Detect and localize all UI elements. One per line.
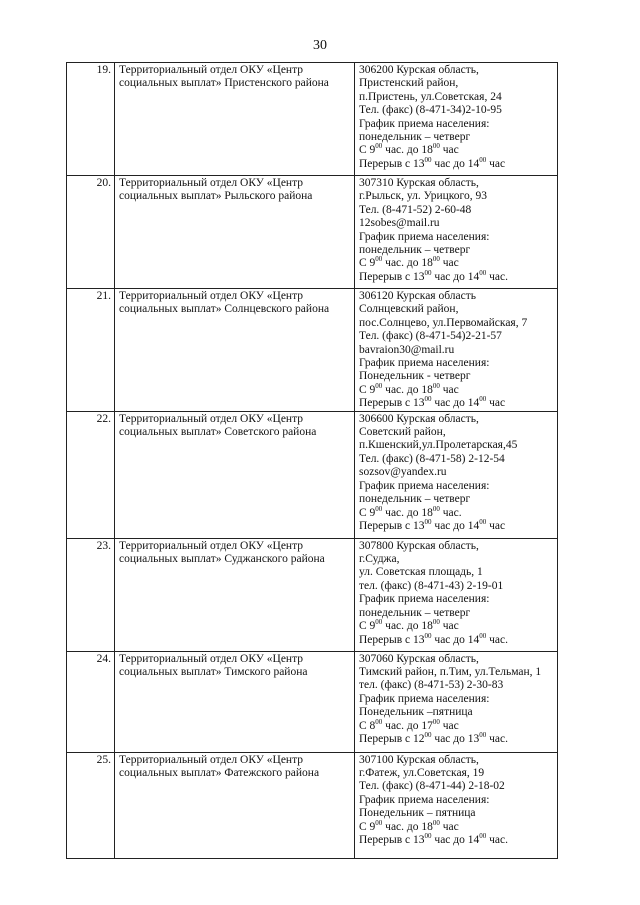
- info-line: Тел. (факс) (8-471-58) 2-12-54: [359, 452, 505, 465]
- working-hours-line: [359, 257, 554, 270]
- time-text: Перерыв с 12: [359, 733, 425, 746]
- minutes-superscript: 00: [432, 504, 440, 513]
- table-row: [67, 752, 558, 858]
- info-line: Солнцевский район,: [359, 303, 459, 316]
- time-text: час до 14: [431, 397, 480, 410]
- minutes-superscript: 00: [375, 818, 383, 827]
- break-hours-line: [359, 631, 554, 647]
- minutes-superscript: 00: [479, 517, 487, 526]
- time-text: час. до 18: [382, 820, 433, 833]
- info-line: 307310 Курская область,: [359, 177, 479, 189]
- break-hours-line: [359, 155, 554, 171]
- time-text: час до 14: [431, 633, 480, 646]
- info-line: 12sobes@mail.ru: [359, 217, 440, 230]
- minutes-superscript: 00: [424, 268, 432, 277]
- time-text: час: [439, 383, 459, 396]
- break-hours-line: [359, 733, 554, 746]
- time-text: час: [439, 144, 459, 157]
- time-text: С 9: [359, 144, 376, 157]
- info-line: 306120 Курская область: [359, 290, 476, 302]
- time-text: час: [486, 397, 506, 410]
- minutes-superscript: 00: [424, 631, 432, 640]
- info-line: г.Фатеж, ул.Советская, 19: [359, 767, 485, 780]
- minutes-superscript: 00: [375, 717, 383, 726]
- info-line: понедельник – четверг: [359, 244, 471, 257]
- info-line: п.Пристень, ул.Советская, 24: [359, 90, 502, 103]
- info-line: Тел. (8-471-52) 2-60-48: [359, 203, 472, 216]
- info-line: 307100 Курская область,: [359, 753, 479, 766]
- info-line: Понедельник – пятница: [359, 807, 476, 820]
- time-text: час до 14: [431, 270, 480, 283]
- info-line: Понедельник –пятница: [359, 706, 473, 719]
- time-text: Перерыв с 13: [359, 519, 425, 532]
- office-name: Территориальный отдел ОКУ «Центр социальных выплат» Советского района: [115, 411, 355, 538]
- time-text: С 9: [359, 257, 376, 270]
- break-hours-line: [359, 517, 554, 533]
- minutes-superscript: 00: [424, 832, 432, 841]
- minutes-superscript: 00: [424, 155, 432, 164]
- offices-table: [66, 62, 558, 859]
- minutes-superscript: 00: [479, 268, 487, 277]
- time-text: час. до 18: [382, 383, 433, 396]
- time-text: Перерыв с 13: [359, 397, 425, 410]
- info-line: График приема населения:: [359, 117, 490, 130]
- row-number: 22.: [67, 411, 115, 538]
- info-line: 307060 Курская область,: [359, 652, 479, 665]
- minutes-superscript: 00: [375, 255, 383, 264]
- working-hours-line: [359, 504, 554, 520]
- office-name: Территориальный отдел ОКУ «Центр социальных выплат» Рыльского района: [115, 176, 355, 289]
- offices-table-body: [67, 63, 558, 859]
- minutes-superscript: 00: [432, 255, 440, 264]
- time-text: час до 14: [431, 519, 480, 532]
- info-line: понедельник – четверг: [359, 606, 471, 619]
- time-text: час.: [486, 834, 508, 847]
- info-line: п.Кшенский,ул.Пролетарская,45: [359, 439, 518, 452]
- time-text: час: [486, 519, 506, 532]
- office-contact-info: [355, 651, 558, 752]
- office-contact-info: [355, 538, 558, 651]
- working-hours-line: [359, 620, 554, 633]
- row-number: 21.: [67, 289, 115, 412]
- time-text: Перерыв с 13: [359, 157, 425, 170]
- time-text: Перерыв с 13: [359, 834, 425, 847]
- info-line: График приема населения:: [359, 692, 490, 705]
- time-text: час. до 18: [382, 506, 433, 519]
- minutes-superscript: 00: [479, 832, 487, 841]
- time-text: С 9: [359, 620, 376, 633]
- minutes-superscript: 00: [479, 155, 487, 164]
- table-row: [67, 176, 558, 289]
- time-text: С 9: [359, 820, 376, 833]
- info-line: 307800 Курская область,: [359, 539, 479, 552]
- time-text: час: [439, 820, 459, 833]
- minutes-superscript: 00: [375, 504, 383, 513]
- info-line: тел. (факс) (8-471-43) 2-19-01: [359, 579, 504, 592]
- info-line: Тел. (факс) (8-471-44) 2-18-02: [359, 780, 505, 793]
- minutes-superscript: 00: [375, 618, 383, 627]
- minutes-superscript: 00: [375, 142, 383, 151]
- time-text: час до 14: [431, 834, 480, 847]
- table-row: [67, 538, 558, 651]
- time-text: час.: [486, 270, 508, 283]
- time-text: час. до 17: [382, 719, 433, 732]
- minutes-superscript: 00: [424, 517, 432, 526]
- table-row: [67, 651, 558, 752]
- office-contact-info: [355, 411, 558, 538]
- working-hours-line: [359, 144, 554, 157]
- row-number: 19.: [67, 63, 115, 176]
- office-contact-info: [355, 752, 558, 858]
- time-text: час: [439, 719, 459, 732]
- info-line: Тел. (факс) (8-471-34)2-10-95: [359, 104, 502, 117]
- office-contact-info: [355, 63, 558, 176]
- info-line: понедельник – четверг: [359, 493, 471, 506]
- minutes-superscript: 00: [432, 818, 440, 827]
- info-line: понедельник – четверг: [359, 131, 471, 144]
- info-line: График приема населения:: [359, 479, 490, 492]
- office-name: Территориальный отдел ОКУ «Центр социальных выплат» Солнцевского района: [115, 289, 355, 412]
- info-line: Пристенский район,: [359, 77, 459, 90]
- office-contact-info: [355, 176, 558, 289]
- info-line: г.Рыльск, ул. Урицкого, 93: [359, 190, 487, 203]
- info-line: Тел. (факс) (8-471-54)2-21-57: [359, 330, 502, 343]
- row-number: 20.: [67, 176, 115, 289]
- info-line: ул. Советская площадь, 1: [359, 566, 483, 579]
- minutes-superscript: 00: [432, 717, 440, 726]
- row-number: 23.: [67, 538, 115, 651]
- time-text: С 9: [359, 383, 376, 396]
- info-line: Тимский район, п.Тим, ул.Тельман, 1: [359, 666, 542, 679]
- break-hours-line: [359, 268, 554, 284]
- minutes-superscript: 00: [424, 395, 432, 404]
- time-text: Перерыв с 13: [359, 270, 425, 283]
- time-text: час. до 18: [382, 257, 433, 270]
- time-text: час.: [439, 506, 462, 519]
- info-line: bavraion30@mail.ru: [359, 343, 455, 356]
- office-name: Территориальный отдел ОКУ «Центр социальных выплат» Тимского района: [115, 651, 355, 752]
- info-line: 306200 Курская область,: [359, 64, 479, 76]
- time-text: час. до 18: [382, 144, 433, 157]
- office-name: Территориальный отдел ОКУ «Центр социальных выплат» Суджанского района: [115, 538, 355, 651]
- info-line: График приема населения:: [359, 357, 490, 370]
- info-line: пос.Солнцево, ул.Первомайская, 7: [359, 316, 528, 329]
- time-text: Перерыв с 13: [359, 633, 425, 646]
- info-line: Советский район,: [359, 426, 446, 439]
- time-text: час до 14: [431, 157, 480, 170]
- time-text: час: [439, 620, 459, 633]
- minutes-superscript: 00: [432, 381, 440, 390]
- working-hours-line: [359, 717, 554, 733]
- time-text: С 9: [359, 506, 376, 519]
- time-text: час. до 18: [382, 620, 433, 633]
- time-text: час до 13: [431, 733, 480, 746]
- info-line: sozsov@yandex.ru: [359, 466, 447, 479]
- time-text: час.: [486, 733, 508, 746]
- info-line: г.Суджа,: [359, 553, 400, 566]
- break-hours-line: [359, 397, 554, 410]
- office-name: Территориальный отдел ОКУ «Центр социальных выплат» Пристенского района: [115, 63, 355, 176]
- info-line: График приема населения:: [359, 230, 490, 243]
- office-contact-info: [355, 289, 558, 412]
- info-line: График приема населения:: [359, 593, 490, 606]
- info-line: 306600 Курская область,: [359, 412, 479, 425]
- break-hours-line: [359, 834, 554, 847]
- table-row: [67, 289, 558, 412]
- row-number: 24.: [67, 651, 115, 752]
- row-number: 25.: [67, 752, 115, 858]
- table-row: [67, 411, 558, 538]
- minutes-superscript: 00: [424, 731, 432, 740]
- time-text: час: [439, 257, 459, 270]
- time-text: С 8: [359, 719, 376, 732]
- time-text: час.: [486, 633, 508, 646]
- minutes-superscript: 00: [479, 631, 487, 640]
- minutes-superscript: 00: [479, 395, 487, 404]
- info-line: тел. (факс) (8-471-53) 2-30-83: [359, 679, 504, 692]
- minutes-superscript: 00: [479, 731, 487, 740]
- minutes-superscript: 00: [432, 142, 440, 151]
- page-number: 30: [313, 38, 327, 53]
- info-line: Понедельник - четверг: [359, 370, 471, 383]
- info-line: График приема населения:: [359, 793, 490, 806]
- office-name: Территориальный отдел ОКУ «Центр социальных выплат» Фатежского района: [115, 752, 355, 858]
- time-text: час: [486, 157, 506, 170]
- table-row: [67, 63, 558, 176]
- minutes-superscript: 00: [375, 381, 383, 390]
- working-hours-line: [359, 818, 554, 834]
- minutes-superscript: 00: [432, 618, 440, 627]
- working-hours-line: [359, 381, 554, 397]
